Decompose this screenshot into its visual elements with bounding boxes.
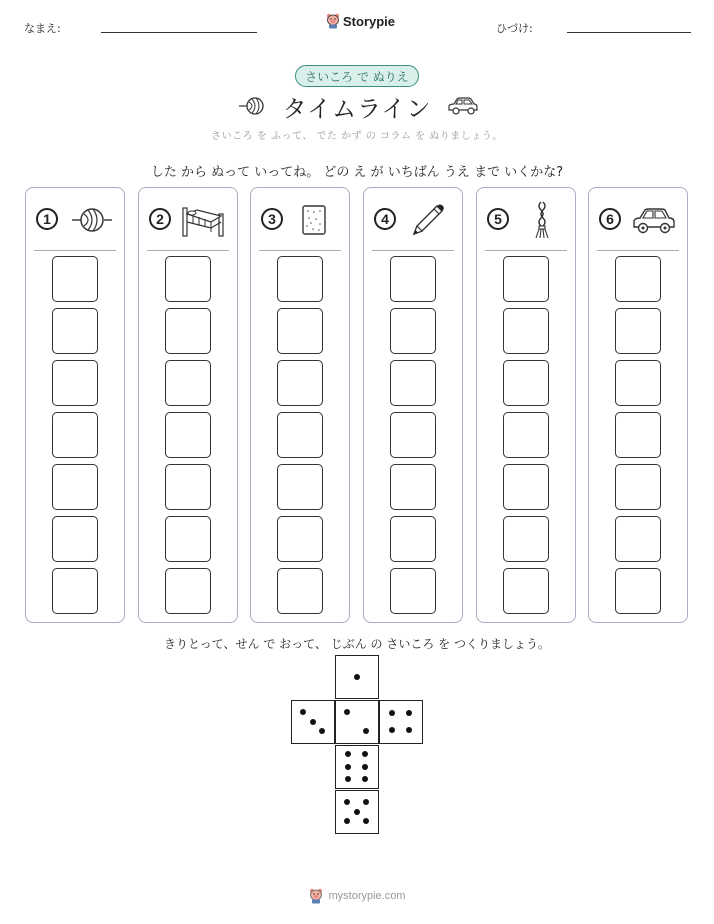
- coloring-cell[interactable]: [390, 308, 436, 354]
- die-pip: [310, 719, 316, 725]
- coloring-cell[interactable]: [390, 360, 436, 406]
- coloring-cell[interactable]: [52, 412, 98, 458]
- coloring-cell[interactable]: [52, 360, 98, 406]
- die-pip: [362, 776, 368, 782]
- coloring-cell[interactable]: [165, 568, 211, 614]
- coloring-cell[interactable]: [615, 464, 661, 510]
- die-pip: [362, 764, 368, 770]
- die-face-4: [379, 700, 423, 744]
- timeline-column-4: [363, 187, 463, 623]
- coloring-cell[interactable]: [503, 308, 549, 354]
- die-face-6: [335, 745, 379, 789]
- coloring-cell[interactable]: [165, 516, 211, 562]
- die-pip: [300, 709, 306, 715]
- coloring-cell[interactable]: [615, 412, 661, 458]
- coloring-cell[interactable]: [165, 256, 211, 302]
- coloring-cell[interactable]: [503, 516, 549, 562]
- coloring-cell[interactable]: [615, 568, 661, 614]
- column-number: 2: [149, 208, 171, 230]
- name-label: なまえ:: [24, 22, 61, 35]
- die-pip: [344, 799, 350, 805]
- die-pip: [406, 727, 412, 733]
- die-pip: [345, 776, 351, 782]
- car-icon: [629, 200, 679, 240]
- pig-mascot-icon: [308, 888, 324, 904]
- page-title: タイムライン: [282, 95, 432, 123]
- footer-url: mystorypie.com: [328, 890, 406, 902]
- coloring-cell[interactable]: [52, 516, 98, 562]
- coloring-cell[interactable]: [503, 412, 549, 458]
- subtitle: さいころ を ふって、 でた かず の コラム を ぬりましょう。: [211, 131, 503, 142]
- coloring-cell[interactable]: [615, 360, 661, 406]
- coloring-cell[interactable]: [165, 464, 211, 510]
- coloring-cell[interactable]: [390, 256, 436, 302]
- die-pip: [389, 727, 395, 733]
- column-number: 6: [599, 208, 621, 230]
- coloring-cell[interactable]: [503, 360, 549, 406]
- timeline-column-2: [138, 187, 238, 623]
- coloring-cell[interactable]: [165, 412, 211, 458]
- die-pip: [363, 728, 369, 734]
- column-number: 4: [374, 208, 396, 230]
- column-number: 1: [36, 208, 58, 230]
- coloring-cell[interactable]: [52, 256, 98, 302]
- car-icon: [447, 95, 479, 121]
- name-line[interactable]: [101, 32, 257, 33]
- die-pip: [354, 674, 360, 680]
- date-line[interactable]: [567, 32, 691, 33]
- timeline-column-3: [250, 187, 350, 623]
- coloring-cell[interactable]: [503, 464, 549, 510]
- coloring-cell[interactable]: [165, 360, 211, 406]
- die-pip: [344, 818, 350, 824]
- die-pip: [354, 809, 360, 815]
- coloring-cell[interactable]: [277, 568, 323, 614]
- coloring-cell[interactable]: [52, 464, 98, 510]
- coloring-cell[interactable]: [615, 256, 661, 302]
- timeline-column-6: [588, 187, 688, 623]
- pig-mascot-icon: [326, 13, 340, 29]
- coloring-cell[interactable]: [52, 568, 98, 614]
- die-face-3: [291, 700, 335, 744]
- coloring-cell[interactable]: [165, 308, 211, 354]
- die-pip: [389, 710, 395, 716]
- die-pip: [406, 710, 412, 716]
- die-pip: [319, 728, 325, 734]
- date-label: ひづけ:: [496, 22, 533, 35]
- coloring-cell[interactable]: [615, 308, 661, 354]
- die-pip: [345, 751, 351, 757]
- activity-badge: さいころ で ぬりえ: [295, 65, 419, 87]
- coloring-cell[interactable]: [52, 308, 98, 354]
- die-pip: [344, 709, 350, 715]
- brand-logo: [326, 13, 395, 29]
- footer: [0, 888, 714, 904]
- coloring-cell[interactable]: [277, 308, 323, 354]
- instruction-text: した から ぬって いってね。 どの え が いちばん うえ まで いくかな?: [150, 165, 564, 180]
- die-face-5: [335, 790, 379, 834]
- braid-icon: [517, 200, 567, 240]
- coloring-cell[interactable]: [390, 516, 436, 562]
- die-face-1: [335, 655, 379, 699]
- coloring-cell[interactable]: [277, 464, 323, 510]
- pencil-icon: [404, 200, 454, 240]
- cracker-icon: [291, 200, 341, 240]
- yoyo-icon: [66, 200, 116, 240]
- die-pip: [362, 751, 368, 757]
- die-face-2: [335, 700, 379, 744]
- column-number: 3: [261, 208, 283, 230]
- coloring-cell[interactable]: [277, 516, 323, 562]
- die-pip: [363, 818, 369, 824]
- coloring-cell[interactable]: [615, 516, 661, 562]
- coloring-cell[interactable]: [390, 464, 436, 510]
- coloring-cell[interactable]: [277, 360, 323, 406]
- die-pip: [363, 799, 369, 805]
- coloring-cell[interactable]: [503, 256, 549, 302]
- coloring-cell[interactable]: [503, 568, 549, 614]
- bed-icon: [179, 200, 229, 240]
- die-pip: [345, 764, 351, 770]
- coloring-cell[interactable]: [390, 412, 436, 458]
- coloring-cell[interactable]: [277, 256, 323, 302]
- coloring-cell[interactable]: [277, 412, 323, 458]
- brand-name: Storypie: [343, 13, 396, 29]
- timeline-column-5: [476, 187, 576, 623]
- coloring-cell[interactable]: [390, 568, 436, 614]
- cut-instruction: きりとって、せん で おって、 じぶん の さいころ を つくりましょう。: [164, 637, 550, 651]
- column-number: 5: [487, 208, 509, 230]
- timeline-column-1: [25, 187, 125, 623]
